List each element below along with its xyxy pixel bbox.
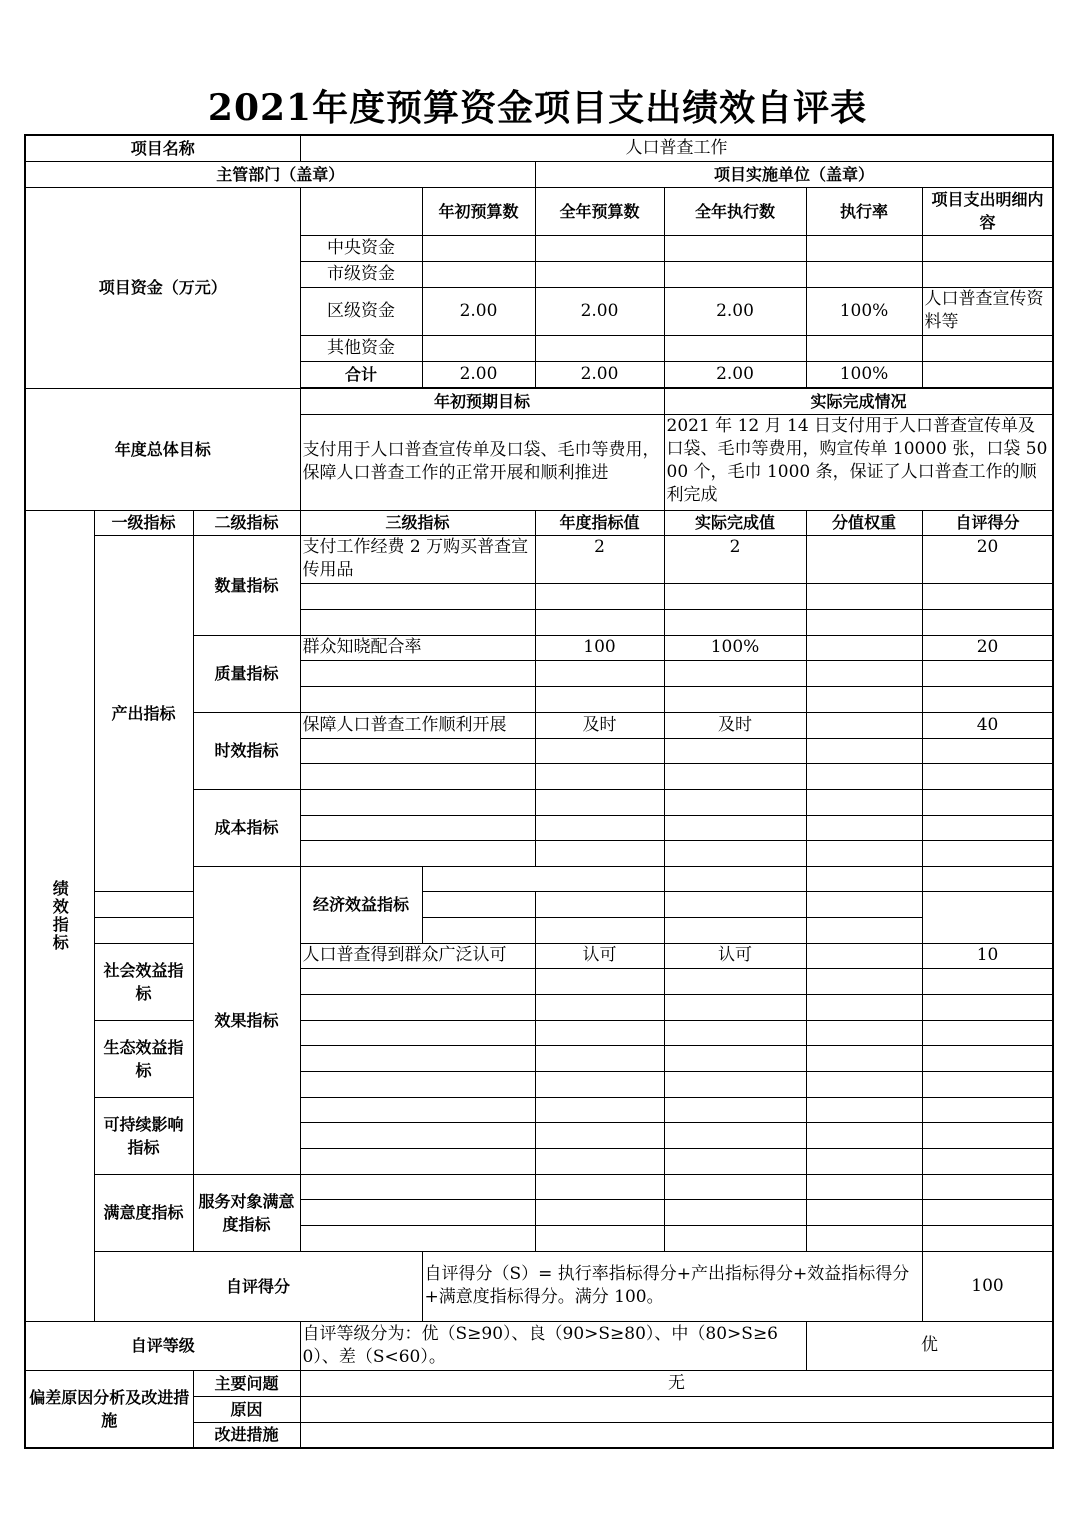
empty-cell [664,840,806,866]
unit-label: 项目实施单位（盖章） [535,161,1053,187]
empty-cell [806,660,922,686]
empty-cell [922,1174,1053,1199]
empty-cell [300,660,535,686]
empty-cell [422,917,535,943]
sustainable-label: 可持续影响指标 [94,1097,193,1174]
social-name: 人口普查得到群众广泛认可 [300,943,535,968]
empty-cell [664,1071,806,1097]
empty-cell [535,1148,664,1174]
empty-cell [922,660,1053,686]
empty-cell [535,994,664,1020]
funds-header-rate: 执行率 [806,187,922,235]
empty-cell [300,1225,535,1251]
empty-cell [922,789,1053,815]
empty-cell [922,1122,1053,1148]
empty-cell [300,609,535,635]
empty-cell [806,738,922,763]
empty-cell [535,686,664,712]
empty-cell [806,1225,922,1251]
empty-cell [664,917,806,943]
funds-cell [535,235,664,261]
empty-cell [806,763,922,789]
empty-cell [535,840,664,866]
empty-cell [300,1148,535,1174]
timeliness-score: 40 [922,712,1053,738]
empty-cell [422,891,535,917]
empty-cell [535,1020,664,1045]
funds-row-name: 区级资金 [300,287,422,335]
service-satisfaction-label: 服务对象满意度指标 [193,1174,300,1251]
empty-cell [535,1071,664,1097]
goals-actual: 2021 年 12 月 14 日支付用于人口普查宣传单及口袋、毛巾等费用，购宣传单 10000 张，口袋 5000 个，毛巾 1000 条，保证了人口普查工作的顺利完成 [664,414,1053,510]
funds-cell [806,235,922,261]
empty-cell [806,1122,922,1148]
timeliness-weight [806,712,922,738]
empty-cell [664,1122,806,1148]
empty-cell [664,686,806,712]
funds-total-label: 合计 [300,361,422,387]
empty-cell [664,1148,806,1174]
empty-cell [664,763,806,789]
funds-cell [806,335,922,361]
funds-cell [806,261,922,287]
goals-expected-header: 年初预期目标 [300,388,664,414]
project-name-label: 项目名称 [25,135,300,161]
dept-label: 主管部门（盖章） [25,161,535,187]
quality-label: 质量指标 [193,635,300,712]
quality-actual: 100% [664,635,806,660]
empty-cell [535,815,664,840]
empty-cell [300,789,535,815]
cost-label: 成本指标 [193,789,300,866]
empty-cell [806,917,922,943]
social-weight [806,943,922,968]
problem-value: 无 [300,1370,1053,1396]
empty-cell [806,1045,922,1071]
timeliness-actual: 及时 [664,712,806,738]
empty-cell [664,1045,806,1071]
quality-weight [806,635,922,660]
empty-cell [535,1225,664,1251]
empty-cell [664,738,806,763]
self-score-label: 自评得分 [94,1251,422,1321]
empty-cell [535,763,664,789]
ecological-label: 生态效益指标 [94,1020,193,1097]
quality-score: 20 [922,635,1053,660]
output-indicator-label: 产出指标 [94,535,193,891]
empty-cell [94,891,300,917]
empty-cell [300,968,535,994]
social-label: 社会效益指标 [94,943,193,1020]
empty-cell [806,994,922,1020]
ind-header-level3: 三级指标 [300,510,535,535]
funds-cell: 2.00 [664,361,806,387]
empty-cell [922,1148,1053,1174]
funds-cell: 2.00 [664,287,806,335]
funds-cell [535,261,664,287]
empty-cell [300,840,535,866]
timeliness-label: 时效指标 [193,712,300,789]
empty-cell [300,738,535,763]
funds-header-initial: 年初预算数 [422,187,535,235]
empty-cell [922,994,1053,1020]
empty-cell [922,738,1053,763]
funds-cell [664,335,806,361]
ind-header-target: 年度指标值 [535,510,664,535]
empty-cell [664,866,806,891]
page-title: 2021年度预算资金项目支出绩效自评表 [207,87,868,129]
funds-row-name: 中央资金 [300,235,422,261]
empty-cell [664,789,806,815]
empty-cell [535,1097,664,1122]
funds-header-blank [300,187,422,235]
self-score-formula: 自评得分（S）= 执行率指标得分+产出指标得分+效益指标得分+满意度指标得分。满分 100。 [422,1251,922,1321]
empty-cell [922,968,1053,994]
empty-cell [922,866,1053,891]
empty-cell [300,1199,535,1225]
self-grade-formula: 自评等级分为：优（S≥90）、良（90>S≥80）、中（80>S≥60）、差（S<60）。 [300,1321,806,1370]
reason-label: 原因 [193,1396,300,1422]
deviation-label: 偏差原因分析及改进措施 [25,1370,193,1448]
funds-cell [922,361,1053,387]
empty-cell [535,738,664,763]
quantity-weight [806,535,922,583]
measure-value [300,1422,1053,1448]
empty-cell [664,1199,806,1225]
empty-cell [922,815,1053,840]
empty-cell [300,1122,535,1148]
empty-cell [535,1122,664,1148]
self-grade-value: 优 [806,1321,1053,1370]
quantity-label: 数量指标 [193,535,300,635]
empty-cell [664,968,806,994]
empty-cell [664,815,806,840]
funds-cell [664,261,806,287]
empty-cell [535,660,664,686]
funds-cell: 100% [806,287,922,335]
funds-cell [422,335,535,361]
quantity-score: 20 [922,535,1053,583]
funds-header-annual: 全年预算数 [535,187,664,235]
empty-cell [922,1071,1053,1097]
empty-cell [806,1148,922,1174]
funds-header-detail: 项目支出明细内容 [922,187,1053,235]
empty-cell [922,583,1053,609]
empty-cell [300,1174,535,1199]
empty-cell [806,1174,922,1199]
empty-cell [664,583,806,609]
social-target: 认可 [535,943,664,968]
empty-cell [535,1174,664,1199]
empty-cell [94,917,300,943]
empty-cell [806,866,922,891]
funds-cell [422,261,535,287]
indicators-label [25,510,94,1321]
quality-target: 100 [535,635,664,660]
empty-cell [922,1097,1053,1122]
empty-cell [664,994,806,1020]
funds-cell: 人口普查宣传资料等 [922,287,1053,335]
empty-cell [922,1199,1053,1225]
empty-cell [300,994,535,1020]
empty-cell [806,1097,922,1122]
empty-cell [664,609,806,635]
self-score-weight: 100 [922,1251,1053,1321]
effect-indicator-label: 效果指标 [193,866,300,1174]
quantity-name: 支付工作经费 2 万购买普查宣传用品 [300,535,535,583]
ind-header-level1: 一级指标 [94,510,193,535]
empty-cell [806,891,922,917]
funds-header-executed: 全年执行数 [664,187,806,235]
problem-label: 主要问题 [193,1370,300,1396]
reason-value [300,1396,1053,1422]
empty-cell [535,609,664,635]
empty-cell [806,583,922,609]
quality-name: 群众知晓配合率 [300,635,535,660]
ind-header-level2: 二级指标 [193,510,300,535]
funds-cell: 2.00 [422,287,535,335]
funds-cell [535,335,664,361]
project-name-value: 人口普查工作 [300,135,1053,161]
empty-cell [300,815,535,840]
empty-cell [664,1020,806,1045]
empty-cell [300,1097,535,1122]
empty-cell [806,1071,922,1097]
empty-cell [922,1020,1053,1045]
funds-cell [422,235,535,261]
funds-cell: 2.00 [535,361,664,387]
empty-cell [535,1199,664,1225]
quantity-target: 2 [535,535,664,583]
empty-cell [806,609,922,635]
empty-cell [535,891,664,917]
empty-cell [806,815,922,840]
funds-cell [922,335,1053,361]
goals-actual-header: 实际完成情况 [664,388,1053,414]
empty-cell [922,840,1053,866]
funds-cell: 100% [806,361,922,387]
empty-cell [300,583,535,609]
quantity-actual: 2 [664,535,806,583]
funds-cell: 2.00 [422,361,535,387]
evaluation-table [24,134,1054,1449]
economic-label: 经济效益指标 [300,866,422,943]
social-score: 10 [922,943,1053,968]
empty-cell [806,968,922,994]
empty-cell [300,763,535,789]
empty-cell [535,917,664,943]
empty-cell [535,968,664,994]
empty-cell [664,1097,806,1122]
funds-cell [922,235,1053,261]
empty-cell [922,686,1053,712]
empty-cell [922,1225,1053,1251]
empty-cell [535,789,664,815]
satisfaction-indicator-label: 满意度指标 [94,1174,193,1251]
empty-cell [300,686,535,712]
empty-cell [806,1199,922,1225]
funds-cell [664,235,806,261]
empty-cell [664,1174,806,1199]
social-actual: 认可 [664,943,806,968]
goals-label: 年度总体目标 [25,388,300,510]
empty-cell [664,660,806,686]
ind-header-score: 自评得分 [922,510,1053,535]
goals-expected: 支付用于人口普查宣传单及口袋、毛巾等费用，保障人口普查工作的正常开展和顺利推进 [300,414,664,510]
empty-cell [806,789,922,815]
ind-header-actual: 实际完成值 [664,510,806,535]
empty-cell [664,1225,806,1251]
self-grade-label: 自评等级 [25,1321,300,1370]
timeliness-name: 保障人口普查工作顺利开展 [300,712,535,738]
empty-cell [300,1045,535,1071]
ind-header-weight: 分值权重 [806,510,922,535]
funds-row-name: 市级资金 [300,261,422,287]
empty-cell [806,686,922,712]
empty-cell [535,583,664,609]
indicators-label-text: 绩效指标 [50,879,70,952]
empty-cell [922,1045,1053,1071]
empty-cell [806,1020,922,1045]
empty-cell [300,1071,535,1097]
empty-cell [922,609,1053,635]
empty-cell [535,1045,664,1071]
empty-cell [806,840,922,866]
measure-label: 改进措施 [193,1422,300,1448]
empty-cell [922,763,1053,789]
empty-cell [422,866,664,891]
funds-label: 项目资金（万元） [25,187,300,388]
empty-cell [300,1020,535,1045]
funds-row-name: 其他资金 [300,335,422,361]
funds-cell [922,261,1053,287]
empty-cell [664,891,806,917]
funds-cell: 2.00 [535,287,664,335]
timeliness-target: 及时 [535,712,664,738]
